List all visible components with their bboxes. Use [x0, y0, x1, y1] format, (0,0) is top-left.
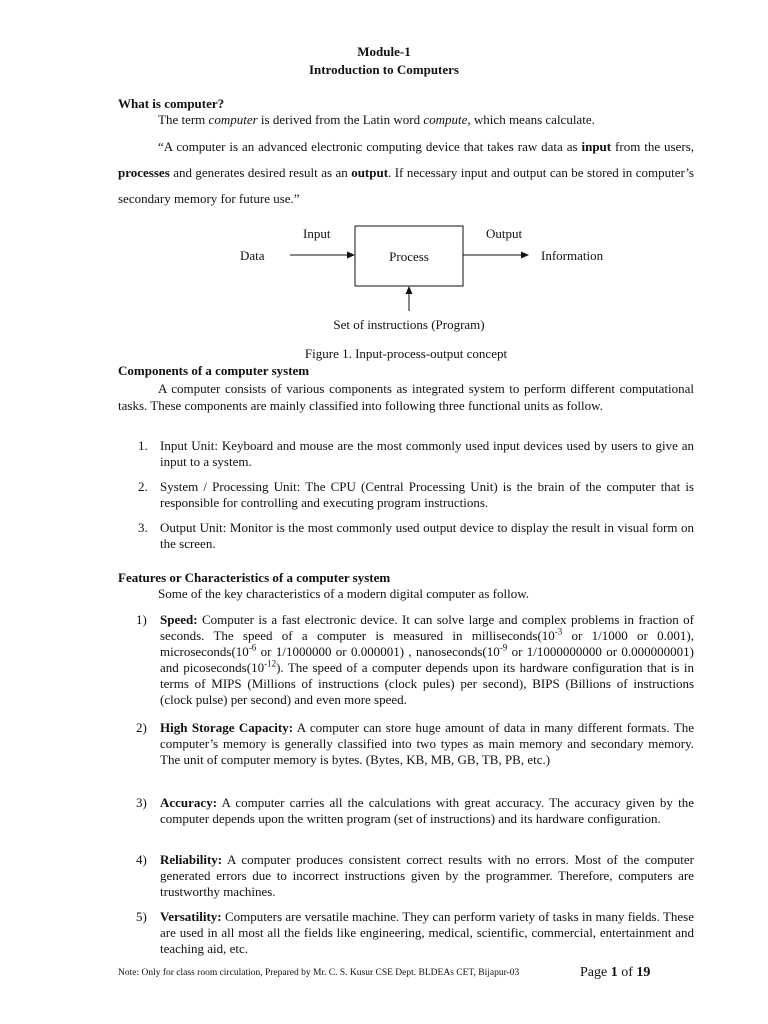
section-heading-what: What is computer? [118, 96, 225, 111]
components-intro: A computer consists of various components as integrated system to perform different computational tasks. These components are mainly classified into following three functional units as follow. [118, 381, 694, 413]
feature-item-storage: 2) High Storage Capacity: A computer can store huge amount of data in many different formats. The computer’s memory is generally classified into two types as main memory and secondary memory. The unit of computer memory is bytes. (Bytes, KB, MB, GB, TB, PB, etc.) [136, 720, 694, 767]
process-label: Process [389, 249, 429, 264]
list-item: 3. Output Unit: Monitor is the most commonly used output device to display the result in visual form on the screen. [138, 520, 694, 551]
data-label: Data [240, 248, 265, 263]
footer-note: Note: Only for class room circulation, Prepared by Mr. C. S. Kusur CSE Dept. BLDEAs CET, Bijapur-03 [118, 968, 520, 978]
figure-caption: Figure 1. Input-process-output concept [304, 346, 508, 361]
page-number: Page 1 of 19 [580, 965, 651, 980]
list-item: 2. System / Processing Unit: The CPU (Central Processing Unit) is the brain of the computer that is responsible for controlling and executing program instructions. [138, 479, 694, 510]
section-heading-features: Features or Characteristics of a computer system [118, 570, 391, 585]
definition-paragraph: The term computer is derived from the Latin word compute, which means calculate. [158, 112, 595, 127]
instructions-label: Set of instructions (Program) [333, 317, 485, 332]
ipo-diagram-lines [0, 0, 768, 330]
list-item: 1. Input Unit: Keyboard and mouse are the most commonly used input devices used by users to give an input to a system. [138, 438, 694, 469]
feature-item-reliability: 4) Reliability: A computer produces consistent correct results with no errors. Most of the computer generated errors due to incorrect instructions given by the programmer. Therefore, computers are trustworthy machines. [136, 852, 694, 899]
feature-item-accuracy: 3) Accuracy: A computer carries all the calculations with great accuracy. The accuracy given by the computer depends upon the written program (set of instructions) and its hardware configuration. [136, 795, 694, 826]
document-title: Introduction to Computers [309, 62, 459, 77]
output-arrowhead [521, 252, 529, 259]
output-label: Output [486, 226, 523, 241]
information-label: Information [541, 248, 604, 263]
module-label: Module-1 [357, 44, 411, 59]
quote-paragraph: “A computer is an advanced electronic computing device that takes raw data as input from the users, processes and generates desired result as an output. If necessary input and output can be stored in computer’s secondary memory for future use.” [118, 139, 695, 206]
input-label: Input [303, 226, 331, 241]
feature-item-speed: 1) Speed: Computer is a fast electronic device. It can solve large and complex problems in fraction of seconds. The speed of a computer is measured in $milliseconds(10^{-3}$ or 1/1000 or 0.001), $microseconds(10^{-6}$ or 1/1000000 or 0.000001) , $nanoseconds(10^{-9}$ or 1/1000000000 or 0.000000001) and $picoseconds(10^{-12})$. The speed of a computer depends upon its hardware configuration that is in terms of MIPS (Millions of instructions (clock pules) per second), BIPS (Billions of instructions (clock pulse) per second) and even more speed. [136, 612, 695, 707]
section-heading-components: Components of a computer system [118, 363, 310, 378]
input-arrowhead [347, 252, 355, 259]
features-intro: Some of the key characteristics of a modern digital computer as follow. [158, 586, 529, 601]
instructions-arrowhead [406, 286, 413, 294]
feature-item-versatility: 5) Versatility: Computers are versatile machine. They can perform variety of tasks in many fields. These are used in all most all the fields like engineering, medical, scientific, commercial, entertainment and teaching aid, etc. [136, 909, 694, 956]
